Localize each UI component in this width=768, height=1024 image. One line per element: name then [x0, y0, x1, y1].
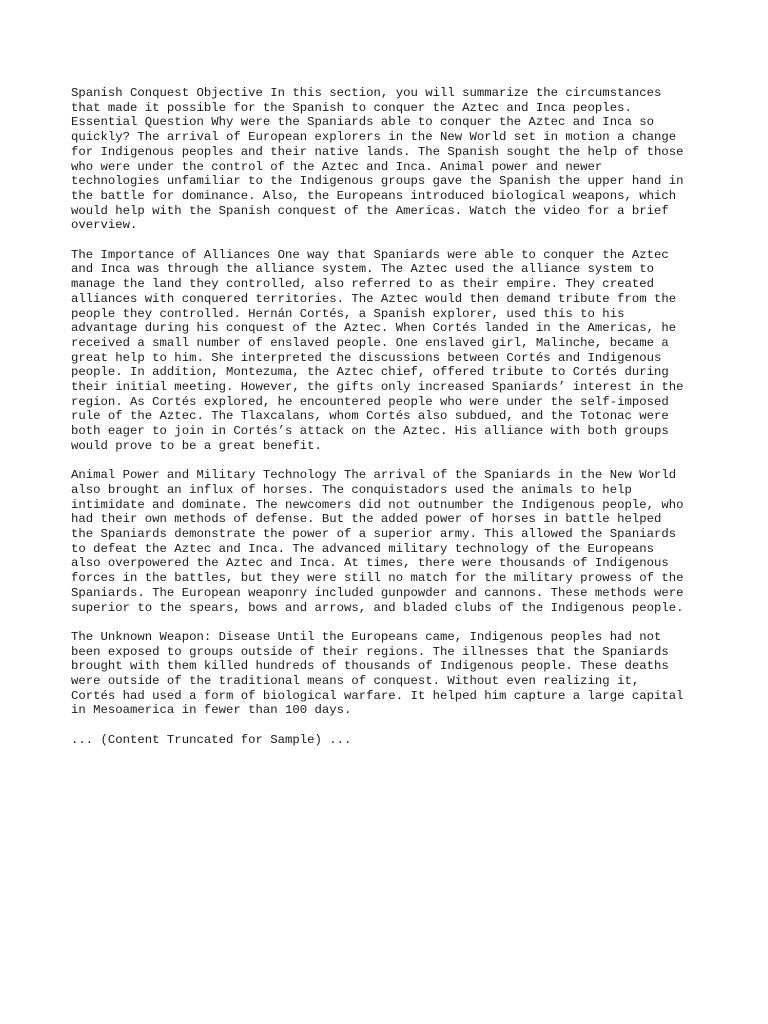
truncation-notice: ... (Content Truncated for Sample) ...	[71, 732, 352, 747]
document-body	[71, 86, 711, 762]
paragraph-spanish-conquest: Spanish Conquest Objective In this section, you will summarize the circumstances that made it possible for the Spanish to conquer the Aztec and Inca peoples. Essential Question Why were the Spaniards able to conquer the Aztec and Inca so quickly? The arrival of European explorers in the New World set in motion a change for Indigenous peoples and their native lands. The Spanish sought the help of those who were under the control of the Aztec and Inca. Animal power and newer technologies unfamiliar to the Indigenous groups gave the Spanish the upper hand in the battle for dominance. Also, the Europeans introduced biological weapons, which would help with the Spanish conquest of the Americas. Watch the video for a brief overview.	[71, 86, 684, 233]
paragraph-importance-of-alliances: The Importance of Alliances One way that Spaniards were able to conquer the Aztec and Inca was through the alliance system. The Aztec used the alliance system to manage the land they controlled, also referred to as their empire. They created alliances with conquered territories. The Aztec would then demand tribute from the people they controlled. Hernán Cortés, a Spanish explorer, used this to his advantage during his conquest of the Aztec. When Cortés landed in the Americas, he received a small number of enslaved people. One enslaved girl, Malinche, became a great help to him. She interpreted the discussions between Cortés and Indigenous people. In addition, Montezuma, the Aztec chief, offered tribute to Cortés during their initial meeting. However, the gifts only increased Spaniards’ interest in the region. As Cortés explored, he encountered people who were under the self-imposed rule of the Aztec. The Tlaxcalans, whom Cortés also subdued, and the Totonac were both eager to join in Cortés’s attack on the Aztec. His alliance with both groups would prove to be a great benefit.	[71, 247, 684, 453]
paragraph-animal-power-military-technology: Animal Power and Military Technology The arrival of the Spaniards in the New World also brought an influx of horses. The conquistadors used the animals to help intimidate and dominate. The newcomers did not outnumber the Indigenous people, who had their own methods of defense. But the added power of horses in battle helped the Spaniards demonstrate the power of a superior army. This allowed the Spaniards to defeat the Aztec and Inca. The advanced military technology of the Europeans also overpowered the Aztec and Inca. At times, there were thousands of Indigenous forces in the battles, but they were still no match for the military prowess of the Spaniards. The European weaponry included gunpowder and cannons. These methods were superior to the spears, bows and arrows, and bladed clubs of the Indigenous people.	[71, 468, 684, 615]
paragraph-unknown-weapon-disease: The Unknown Weapon: Disease Until the Europeans came, Indigenous peoples had not been exposed to groups outside of their regions. The illnesses that the Spaniards brought with them killed hundreds of thousands of Indigenous people. These deaths were outside of the traditional means of conquest. Without even realizing it, Cortés had used a form of biological warfare. It helped him capture a large capital in Mesoamerica in fewer than 100 days.	[71, 629, 684, 718]
